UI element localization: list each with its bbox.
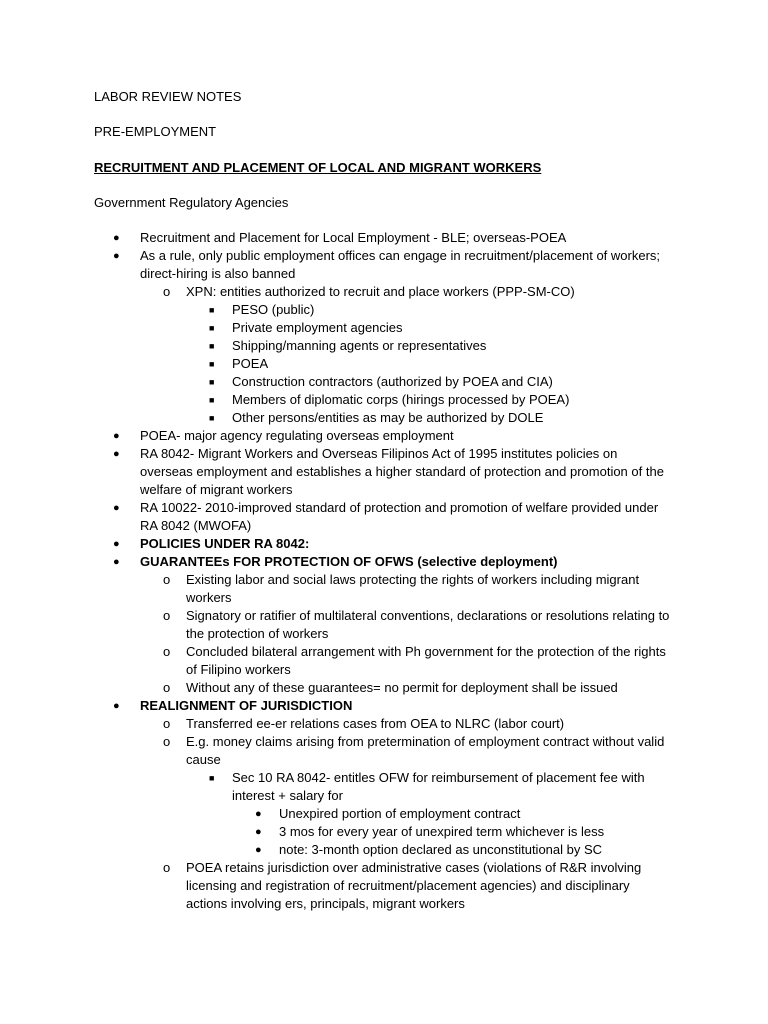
list-item — [0, 841, 768, 859]
section-heading: RECRUITMENT AND PLACEMENT OF LOCAL AND MIGRANT WORKERS — [94, 160, 542, 175]
list-item — [0, 697, 768, 913]
bullet-icon: ● — [113, 448, 120, 460]
list-item — [0, 607, 768, 643]
list-item — [0, 571, 768, 607]
list-item — [0, 409, 768, 427]
list-item — [0, 373, 768, 391]
list-item-text: POEA retains jurisdiction over administrative cases (violations of R&R involving licensing and registration of recruitment/placement agencies) and disciplinary actions involving ers, principals, migrant workers — [186, 860, 642, 911]
list-item — [0, 391, 768, 409]
bullet-icon: ● — [113, 250, 120, 262]
list-item — [0, 769, 768, 859]
square-bullet-icon: ■ — [209, 395, 215, 405]
list-item-text: Members of diplomatic corps (hirings processed by POEA) — [232, 392, 570, 407]
list-item-text: GUARANTEEs FOR PROTECTION OF OFWS (selective deployment) — [140, 554, 558, 569]
list-item-text: RA 10022- 2010-improved standard of protection and promotion of welfare provided under RA 8042 (MWOFA) — [140, 500, 659, 533]
bullet-icon: ● — [113, 430, 120, 442]
list-item — [0, 553, 768, 697]
list-item — [0, 337, 768, 355]
list-item-text: POEA — [232, 356, 269, 371]
circle-bullet-icon: o — [163, 644, 171, 659]
bullet-icon: ● — [255, 844, 262, 856]
bullet-icon: ● — [255, 826, 262, 838]
circle-bullet-icon: o — [163, 680, 171, 695]
list-item — [0, 247, 768, 427]
list-item — [0, 301, 768, 319]
list-item — [0, 499, 768, 535]
list-item-text: 3 mos for every year of unexpired term whichever is less — [279, 824, 605, 839]
circle-bullet-icon: o — [163, 734, 171, 749]
list-item — [0, 427, 768, 445]
list-item — [0, 283, 768, 427]
bullet-icon: ● — [113, 502, 120, 514]
list-item-text: Concluded bilateral arrangement with Ph government for the protection of the rights of Filipino workers — [186, 644, 666, 677]
list-item-text: Sec 10 RA 8042- entitles OFW for reimbursement of placement fee with interest + salary for — [232, 770, 645, 803]
square-bullet-icon: ■ — [209, 773, 215, 783]
square-bullet-icon: ■ — [209, 377, 215, 387]
list-item-text: As a rule, only public employment offices can engage in recruitment/placement of workers; direct-hiring is also banned — [140, 248, 661, 281]
list-item-text: note: 3-month option declared as unconstitutional by SC — [279, 842, 603, 857]
bullet-icon: ● — [255, 808, 262, 820]
list-item — [0, 733, 768, 859]
bullet-icon: ● — [113, 232, 120, 244]
circle-bullet-icon: o — [163, 284, 171, 299]
list-item — [0, 715, 768, 733]
bullet-icon: ● — [113, 556, 120, 568]
square-bullet-icon: ■ — [209, 413, 215, 423]
list-item-text: Without any of these guarantees= no permit for deployment shall be issued — [186, 680, 618, 695]
square-bullet-icon: ■ — [209, 341, 215, 351]
document-title: LABOR REVIEW NOTES — [94, 89, 242, 104]
list-item-text: Signatory or ratifier of multilateral conventions, declarations or resolutions relating to the protection of workers — [186, 608, 670, 641]
list-item — [0, 319, 768, 337]
list-item-text: POEA- major agency regulating overseas employment — [140, 428, 454, 443]
bullet-list — [0, 229, 768, 913]
square-bullet-icon: ■ — [209, 323, 215, 333]
list-item-text: Construction contractors (authorized by POEA and CIA) — [232, 374, 553, 389]
list-item — [0, 355, 768, 373]
list-item-text: Recruitment and Placement for Local Employment - BLE; overseas-POEA — [140, 230, 567, 245]
circle-bullet-icon: o — [163, 860, 171, 875]
list-item — [0, 643, 768, 679]
bullet-icon: ● — [113, 538, 120, 550]
list-item — [0, 445, 768, 499]
list-item-text: REALIGNMENT OF JURISDICTION — [140, 698, 353, 713]
list-item-text: POLICIES UNDER RA 8042: — [140, 536, 310, 551]
section-label: PRE-EMPLOYMENT — [94, 124, 217, 139]
list-item-text: PESO (public) — [232, 302, 315, 317]
list-item-text: Other persons/entities as may be authorized by DOLE — [232, 410, 544, 425]
list-item — [0, 229, 768, 247]
list-item-text: Existing labor and social laws protecting the rights of workers including migrant workers — [186, 572, 640, 605]
subheading: Government Regulatory Agencies — [94, 195, 289, 210]
list-item-text: Private employment agencies — [232, 320, 403, 335]
square-bullet-icon: ■ — [209, 305, 215, 315]
list-item-text: Shipping/manning agents or representatives — [232, 338, 487, 353]
list-item-text: Transferred ee-er relations cases from OEA to NLRC (labor court) — [186, 716, 565, 731]
list-item-text: RA 8042- Migrant Workers and Overseas Filipinos Act of 1995 institutes policies on overseas employment and establishes a higher standard of protection and promotion of the welfare of migrant workers — [140, 446, 664, 497]
circle-bullet-icon: o — [163, 572, 171, 587]
list-item — [0, 805, 768, 823]
bullet-icon: ● — [113, 700, 120, 712]
circle-bullet-icon: o — [163, 608, 171, 623]
circle-bullet-icon: o — [163, 716, 171, 731]
list-item — [0, 535, 768, 553]
list-item — [0, 823, 768, 841]
list-item-text: XPN: entities authorized to recruit and place workers (PPP-SM-CO) — [186, 284, 575, 299]
list-item-text: Unexpired portion of employment contract — [279, 806, 521, 821]
list-item — [0, 859, 768, 913]
square-bullet-icon: ■ — [209, 359, 215, 369]
list-item — [0, 679, 768, 697]
list-item-text: E.g. money claims arising from pretermination of employment contract without valid cause — [186, 734, 665, 767]
